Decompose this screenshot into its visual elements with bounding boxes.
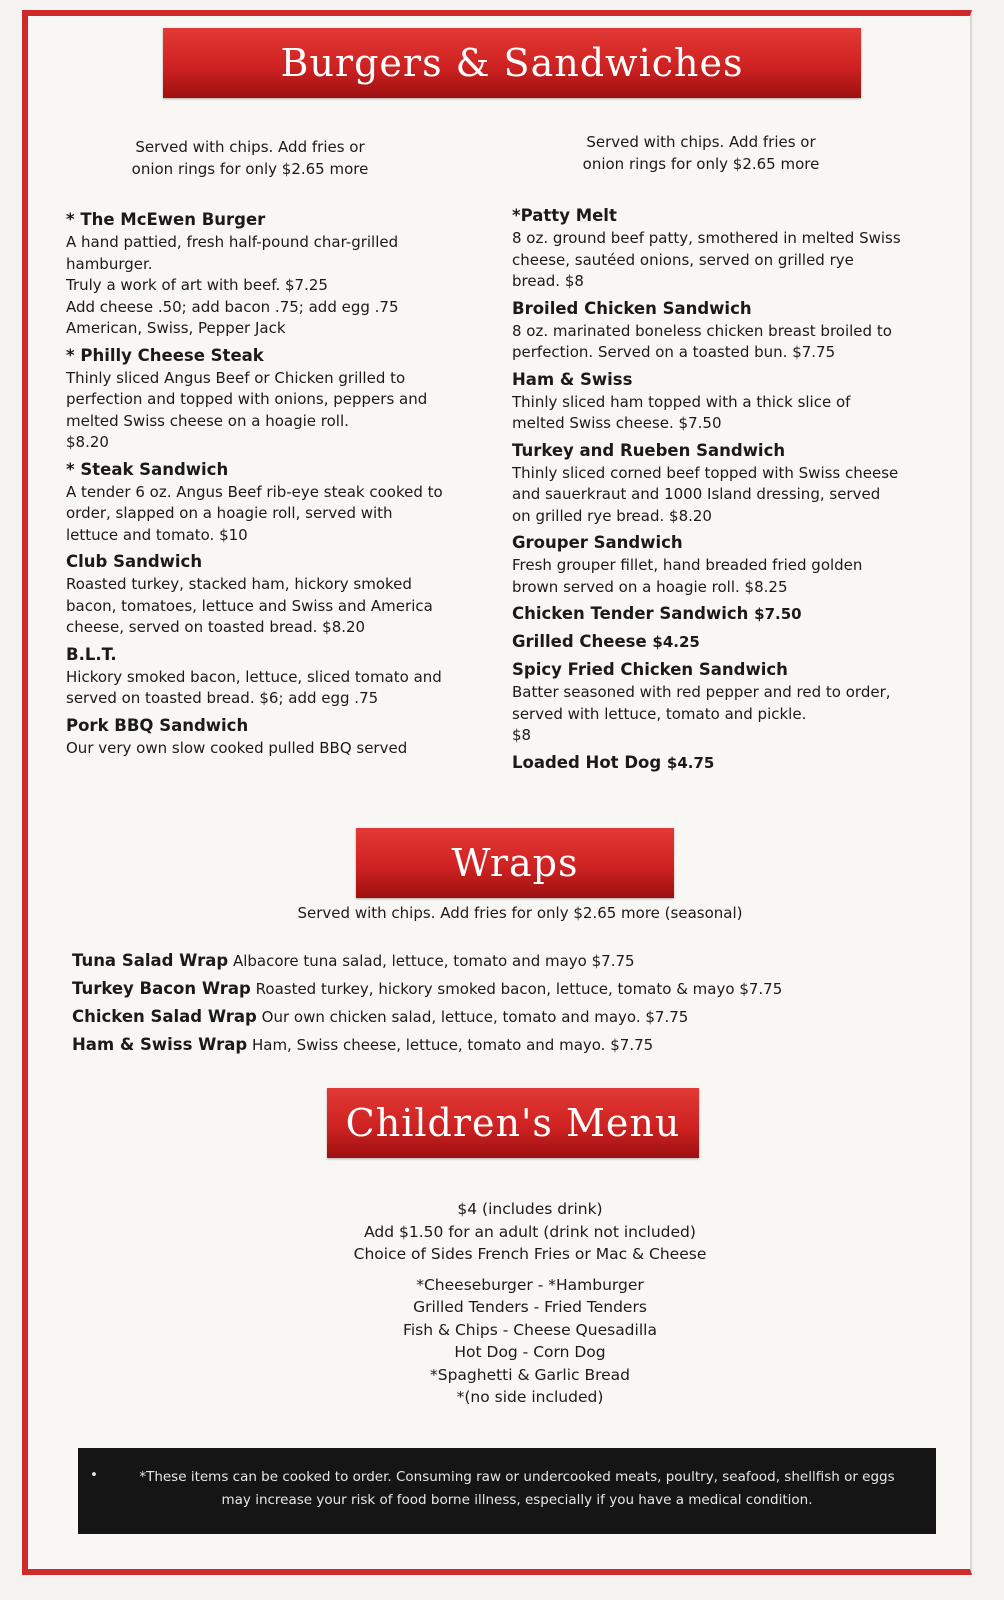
kids-info-line: $4 (includes drink)	[457, 1200, 603, 1218]
item-name-text: Spicy Fried Chicken Sandwich	[512, 660, 788, 679]
kids-title: Children's Menu	[345, 1101, 681, 1145]
menu-item	[66, 208, 446, 340]
menu-item	[66, 458, 446, 547]
menu-item	[512, 751, 902, 775]
burgers-right-column	[512, 204, 902, 779]
item-description: A tender 6 oz. Angus Beef rib-eye steak cooked to order, slapped on a hoagie roll, served with lettuce and tomato. $10	[66, 482, 443, 544]
menu-item	[512, 204, 902, 293]
item-name	[66, 458, 446, 482]
kids-banner	[327, 1088, 699, 1158]
wrap-price: $7.75	[591, 952, 635, 970]
item-name	[512, 531, 902, 555]
item-name	[66, 643, 446, 667]
food-safety-notice	[78, 1448, 936, 1534]
wrap-description: Ham, Swiss cheese, lettuce, tomato and mayo.	[251, 1036, 606, 1054]
kids-choice: Hot Dog - Corn Dog	[454, 1343, 606, 1361]
item-description: A hand pattied, fresh half-pound char-grilled hamburger. Truly a work of art with beef. $7.25 Add cheese .50; add bacon .75; add egg .75 American, Swiss, Pepper Jack	[66, 233, 399, 337]
item-name-text: Chicken Tender Sandwich	[512, 604, 749, 623]
burgers-title: Burgers & Sandwiches	[280, 41, 744, 85]
burgers-banner	[163, 28, 861, 98]
menu-item	[512, 658, 902, 747]
wrap-price: $7.75	[610, 1036, 654, 1054]
notice-bullet: •	[90, 1467, 98, 1483]
item-name	[66, 344, 446, 368]
item-description: Thinly sliced Angus Beef or Chicken grilled to perfection and topped with onions, peppers and melted Swiss cheese on a hoagie roll. $8.20	[66, 368, 428, 451]
item-name-text: * Philly Cheese Steak	[66, 345, 264, 365]
wraps-list	[72, 947, 952, 1059]
item-name-text: Club Sandwich	[66, 552, 203, 571]
item-name	[512, 602, 902, 626]
wrap-description: Roasted turkey, hickory smoked bacon, lettuce, tomato & mayo	[255, 980, 735, 998]
item-name-text: * The McEwen Burger	[66, 210, 266, 229]
notice-line-2: may increase your risk of food borne illness, especially if you have a medical condition.	[221, 1492, 813, 1508]
item-description: Thinly sliced ham topped with a thick slice of melted Swiss cheese. $7.50	[512, 392, 851, 432]
item-name	[66, 550, 446, 574]
wrap-item	[72, 975, 952, 1003]
item-description: Roasted turkey, stacked ham, hickory smoked bacon, tomatoes, lettuce and Swiss and America cheese, served on toasted bread. $8.20	[66, 575, 433, 636]
wrap-description: Our own chicken salad, lettuce, tomato and mayo.	[261, 1008, 641, 1026]
menu-item	[512, 439, 902, 528]
item-name-text: Pork BBQ Sandwich	[66, 715, 249, 735]
kids-spacer	[260, 1266, 800, 1274]
item-description: Thinly sliced corned beef topped with Swiss cheese and sauerkraut and 1000 Island dressing, served on grilled rye bread. $8.20	[512, 463, 899, 525]
wrap-name: Tuna Salad Wrap	[72, 951, 229, 970]
item-description: Batter seasoned with red pepper and red to order, served with lettuce, tomato and pickle. $8	[512, 683, 891, 744]
item-name	[512, 439, 902, 463]
item-name-text: *Patty Melt	[512, 206, 617, 225]
wraps-intro: Served with chips. Add fries for only $2.65 more (seasonal)	[297, 904, 743, 922]
wrap-item	[72, 947, 952, 975]
item-name	[66, 714, 446, 738]
menu-item	[512, 602, 902, 626]
wrap-name: Turkey Bacon Wrap	[72, 979, 251, 998]
item-name	[512, 368, 902, 392]
item-price: $7.50	[754, 605, 802, 623]
item-description: 8 oz. marinated boneless chicken breast broiled to perfection. Served on a toasted bun. $7.75	[512, 321, 892, 361]
menu-item	[66, 643, 446, 710]
menu-item	[512, 531, 902, 598]
item-name-text: Turkey and Rueben Sandwich	[512, 440, 786, 460]
wrap-item	[72, 1031, 952, 1059]
item-name-text: B.L.T.	[66, 644, 117, 664]
kids-info-line: Add $1.50 for an adult (drink not included)	[364, 1222, 696, 1241]
item-name	[512, 630, 902, 654]
item-price: $4.75	[666, 753, 715, 772]
burgers-intro-right: Served with chips. Add fries or onion rings for only $2.65 more	[582, 133, 820, 173]
menu-item	[512, 297, 902, 364]
item-name-text: Loaded Hot Dog	[512, 752, 662, 772]
item-name-text: Ham & Swiss	[512, 369, 633, 389]
wrap-price: $7.75	[645, 1008, 689, 1026]
wrap-description: Albacore tuna salad, lettuce, tomato and mayo	[232, 952, 587, 970]
wraps-banner	[356, 828, 674, 898]
item-name	[66, 208, 446, 232]
burgers-left-column	[66, 208, 446, 763]
item-description: Hickory smoked bacon, lettuce, sliced tomato and served on toasted bread. $6; add egg .75	[66, 667, 442, 707]
menu-item	[66, 714, 446, 760]
notice-line-1: *These items can be cooked to order. Consuming raw or undercooked meats, poultry, seafood, shellfish or eggs	[139, 1469, 895, 1485]
item-name	[512, 297, 902, 321]
item-name-text: Broiled Chicken Sandwich	[512, 298, 752, 318]
menu-item	[66, 344, 446, 454]
wraps-title: Wraps	[451, 841, 579, 885]
wrap-item	[72, 1003, 952, 1031]
item-name-text: Grouper Sandwich	[512, 533, 683, 552]
item-name	[512, 751, 902, 775]
item-description: Fresh grouper fillet, hand breaded fried golden brown served on a hoagie roll. $8.25	[512, 556, 863, 596]
kids-menu	[260, 1198, 800, 1409]
kids-choice: *Spaghetti & Garlic Bread	[429, 1365, 630, 1384]
item-description: 8 oz. ground beef patty, smothered in melted Swiss cheese, sautéed onions, served on grilled rye bread. $8	[512, 229, 901, 290]
kids-choice: *(no side included)	[456, 1388, 604, 1406]
wrap-name: Ham & Swiss Wrap	[72, 1035, 248, 1054]
item-name	[512, 658, 902, 682]
kids-choice: Fish & Chips - Cheese Quesadilla	[403, 1320, 657, 1339]
menu-item	[512, 368, 902, 435]
menu-item	[66, 550, 446, 639]
kids-info-line: Choice of Sides French Fries or Mac & Cheese	[353, 1245, 707, 1263]
kids-choice: *Cheeseburger - *Hamburger	[416, 1275, 644, 1294]
burgers-intro-left: Served with chips. Add fries or onion rings for only $2.65 more	[131, 138, 369, 178]
item-description: Our very own slow cooked pulled BBQ served	[66, 738, 408, 757]
wrap-price: $7.75	[739, 980, 783, 998]
wrap-name: Chicken Salad Wrap	[72, 1007, 257, 1026]
kids-choice: Grilled Tenders - Fried Tenders	[413, 1298, 647, 1316]
item-price: $4.25	[652, 633, 700, 651]
item-name-text: Grilled Cheese	[512, 632, 647, 651]
item-name	[512, 204, 902, 228]
menu-item	[512, 630, 902, 654]
item-name-text: * Steak Sandwich	[66, 459, 229, 479]
